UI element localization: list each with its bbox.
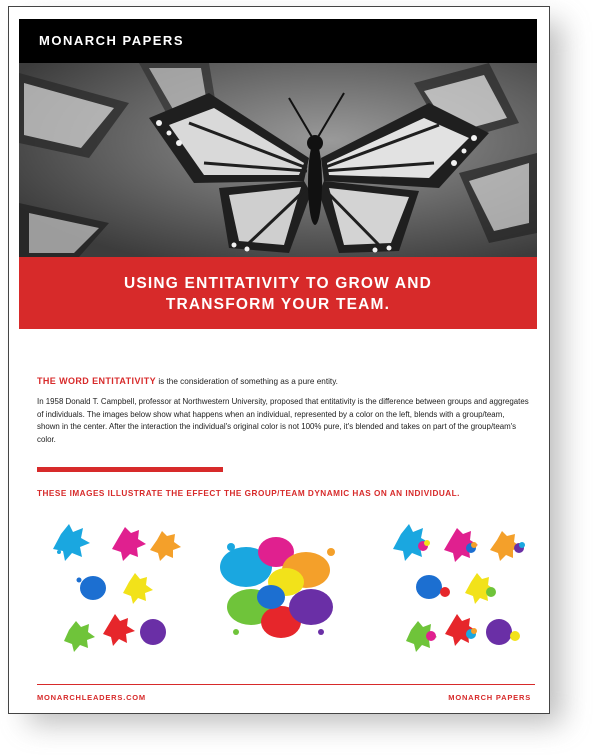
paint-splash-illustrations <box>31 512 531 662</box>
red-divider <box>37 467 223 472</box>
butterfly-illustration <box>19 63 537 257</box>
footer-rule <box>37 684 535 685</box>
title-banner <box>19 257 537 329</box>
team-blend-group <box>220 537 335 638</box>
individual-colors-group <box>53 524 181 652</box>
butterfly-hero-image <box>19 63 537 257</box>
lead-emphasis: THE WORD ENTITATIVITY <box>37 376 157 386</box>
lead-rest: is the consideration of something as a pure entity. <box>156 377 338 386</box>
page-title: USING ENTITATIVITY TO GROW AND TRANSFORM YOUR TEAM. <box>123 275 433 313</box>
footer-website-link[interactable]: MONARCHLEADERS.COM <box>37 693 146 702</box>
intro-lead <box>37 376 527 386</box>
intro-paragraph: In 1958 Donald T. Campbell, professor at Northwestern University, proposed that entitativity is the difference between groups and aggregates of individuals. The images below show what happens when an individual, represented by a color on the left, blends with a group/team, shown in the center. After the interaction the individual's original color is not 100% pure, it's blended and takes on part of the group/team's color. <box>37 397 529 444</box>
header-bar <box>19 19 537 63</box>
document-page <box>8 6 550 714</box>
brand-title: MONARCH PAPERS <box>39 33 184 48</box>
illustration-caption: THESE IMAGES ILLUSTRATE THE EFFECT THE GROUP/TEAM DYNAMIC HAS ON AN INDIVIDUAL. <box>37 489 460 498</box>
blended-individuals-group <box>393 524 525 652</box>
footer-brand: MONARCH PAPERS <box>448 693 531 702</box>
